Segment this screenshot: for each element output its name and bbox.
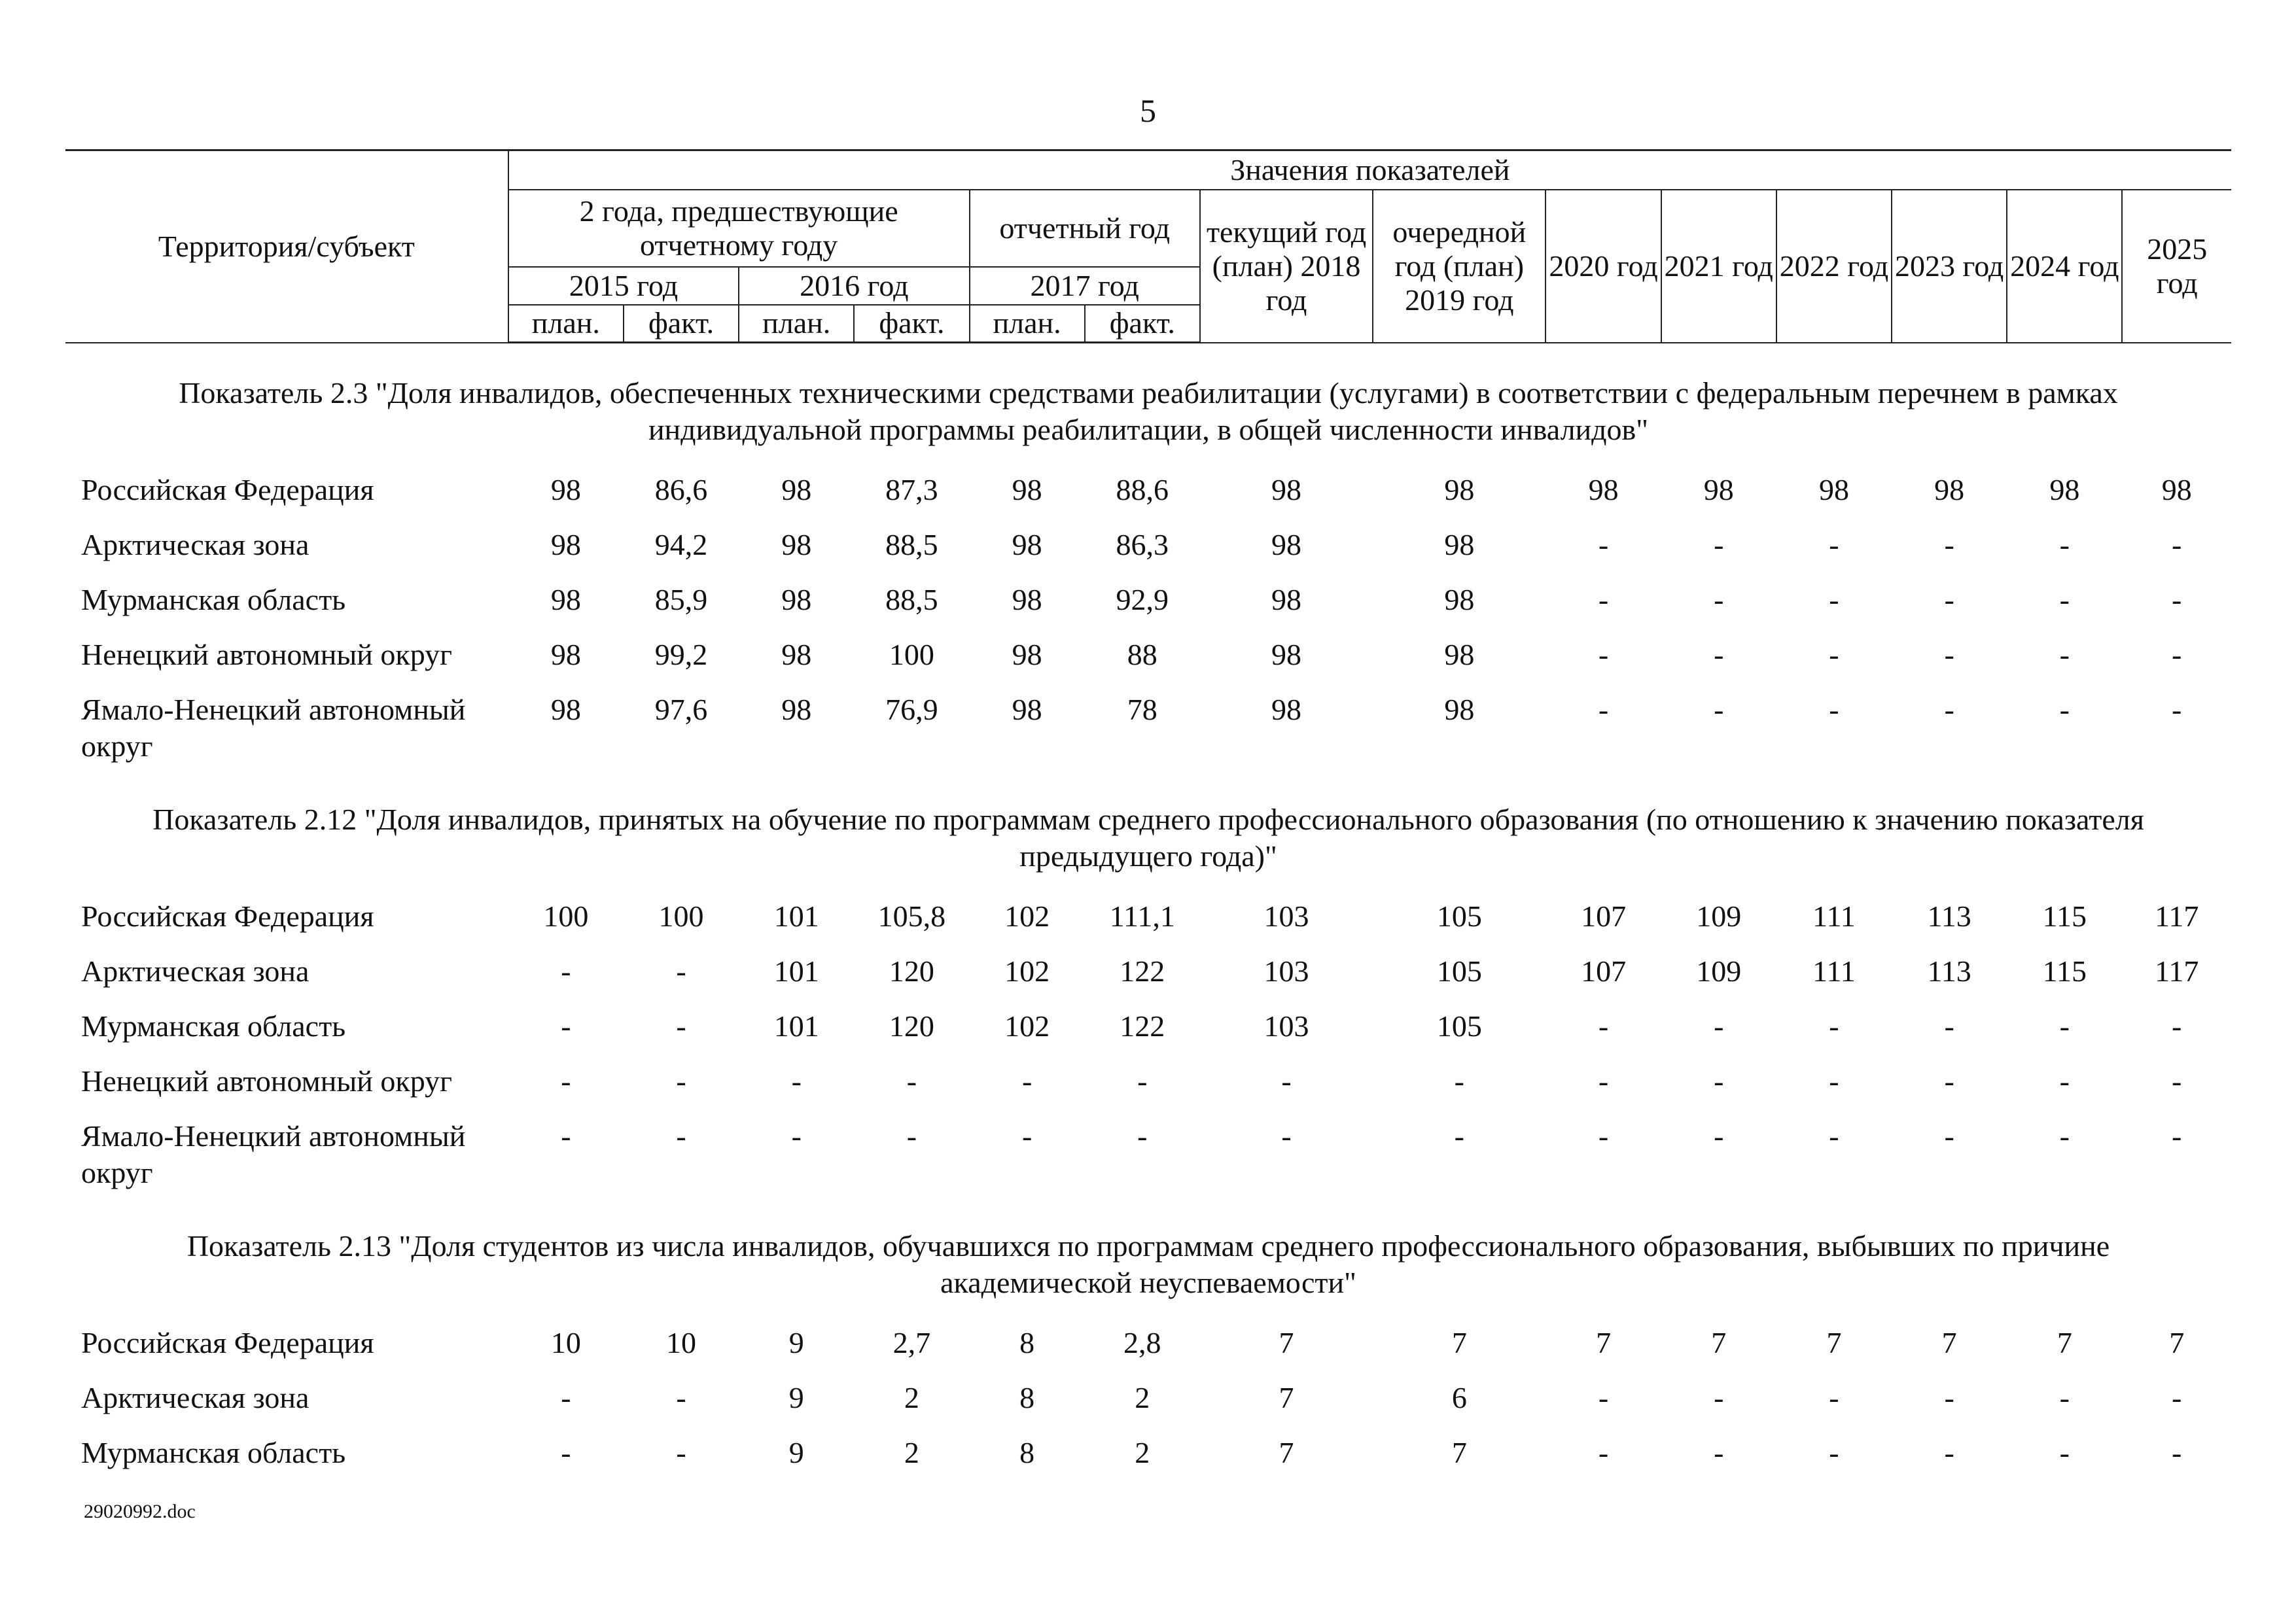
value-cell: - (1714, 638, 1724, 671)
value-cell: 9 (788, 1381, 804, 1414)
value-cell: 88,5 (885, 528, 938, 561)
value-cell: - (2172, 638, 2182, 671)
header-2021: 2021 год (1661, 190, 1776, 343)
value-cell: 98 (1444, 473, 1475, 506)
value-cell: 98 (550, 583, 581, 616)
value-cell: 109 (1696, 899, 1742, 933)
header-values-group: Значения показателей (508, 150, 2231, 190)
value-cell: - (2059, 1119, 2070, 1153)
value-cell: 98 (1012, 638, 1042, 671)
value-cell: 100 (543, 899, 589, 933)
value-cell: 113 (1927, 954, 1971, 988)
value-cell: - (2172, 1064, 2182, 1098)
value-cell: 117 (2155, 899, 2199, 933)
value-cell: 98 (1934, 473, 1965, 506)
value-cell: - (2172, 1009, 2182, 1043)
header-report-year: отчетный год (970, 190, 1200, 267)
table-row (65, 462, 2231, 517)
territory-cell: Арктическая зона (81, 1381, 309, 1414)
value-cell: - (1137, 1119, 1148, 1153)
value-cell: 98 (1271, 528, 1302, 561)
value-cell: 98 (1703, 473, 1734, 506)
table-row (65, 889, 2231, 944)
table-row (65, 1316, 2231, 1370)
value-cell: - (676, 1381, 686, 1414)
value-cell: 7 (1826, 1326, 1842, 1359)
value-cell: 117 (2155, 954, 2199, 988)
value-cell: - (2059, 1436, 2070, 1469)
value-cell: 113 (1927, 899, 1971, 933)
section-row (65, 770, 2231, 889)
table-row (65, 572, 2231, 627)
table-body (65, 343, 2231, 1481)
value-cell: - (1944, 693, 1954, 726)
value-cell: - (1714, 528, 1724, 561)
territory-cell: Мурманская область (81, 583, 346, 616)
territory-cell: Мурманская область (81, 1436, 346, 1469)
header-fact: факт. (624, 305, 739, 343)
value-cell: 7 (1941, 1326, 1957, 1359)
value-cell: - (1598, 583, 1609, 616)
value-cell: 8 (1019, 1326, 1035, 1359)
value-cell: - (676, 1436, 686, 1469)
value-cell: 122 (1120, 1009, 1165, 1043)
value-cell: 8 (1019, 1381, 1035, 1414)
value-cell: 88,6 (1116, 473, 1169, 506)
table-row (65, 1109, 2231, 1196)
header-next-year: очередной год (план) 2019 год (1373, 190, 1545, 343)
value-cell: 102 (1004, 1009, 1050, 1043)
value-cell: 9 (788, 1436, 804, 1469)
indicators-table (65, 149, 2231, 1480)
value-cell: 10 (550, 1326, 581, 1359)
table-row (65, 1054, 2231, 1109)
header-plan: план. (970, 305, 1085, 343)
value-cell: 100 (889, 638, 934, 671)
value-cell: 98 (1444, 693, 1475, 726)
value-cell: - (2059, 638, 2070, 671)
territory-cell: Российская Федерация (81, 473, 374, 506)
value-cell: 115 (2042, 954, 2087, 988)
value-cell: 98 (1444, 583, 1475, 616)
value-cell: 98 (1012, 583, 1042, 616)
table-header (65, 150, 2231, 343)
value-cell: 86,6 (654, 473, 708, 506)
value-cell: 7 (2169, 1326, 2185, 1359)
value-cell: - (676, 954, 686, 988)
value-cell: - (1944, 583, 1954, 616)
header-territory: Территория/субъект (65, 150, 508, 343)
value-cell: - (1829, 528, 1839, 561)
value-cell: 7 (1279, 1436, 1294, 1469)
value-cell: 10 (666, 1326, 697, 1359)
value-cell: - (1829, 1119, 1839, 1153)
table-row (65, 517, 2231, 572)
header-2023: 2023 год (1892, 190, 2007, 343)
value-cell: - (1944, 1436, 1954, 1469)
value-cell: - (2172, 1119, 2182, 1153)
value-cell: 7 (1596, 1326, 1612, 1359)
value-cell: 7 (1279, 1381, 1294, 1414)
header-2015: 2015 год (508, 267, 739, 305)
value-cell: - (1598, 1381, 1609, 1414)
indicator-title: Показатель 2.3 "Доля инвалидов, обеспеченных техническими средствами реабилитации (услугами) в соответствии с федеральным перечнем в рамках индивидуальной программы реабилитации, в общей численности инвалидов" (179, 376, 2118, 446)
value-cell: 111 (1812, 899, 1856, 933)
value-cell: - (561, 1119, 571, 1153)
document-code: 29020992.doc (84, 1501, 196, 1522)
value-cell: 111 (1812, 954, 1856, 988)
value-cell: - (676, 1064, 686, 1098)
value-cell: 7 (2057, 1326, 2072, 1359)
value-cell: - (1714, 1436, 1724, 1469)
table-row (65, 627, 2231, 682)
value-cell: - (1281, 1064, 1292, 1098)
value-cell: 9 (788, 1326, 804, 1359)
value-cell: - (1829, 1436, 1839, 1469)
value-cell: 98 (781, 528, 812, 561)
value-cell: - (906, 1119, 917, 1153)
value-cell: 2 (904, 1436, 919, 1469)
value-cell: 98 (1444, 528, 1475, 561)
value-cell: 98 (1271, 638, 1302, 671)
value-cell: 2 (904, 1381, 919, 1414)
value-cell: 98 (2049, 473, 2080, 506)
value-cell: 94,2 (654, 528, 708, 561)
value-cell: 6 (1451, 1381, 1467, 1414)
value-cell: 98 (550, 693, 581, 726)
value-cell: - (1454, 1119, 1464, 1153)
header-2016: 2016 год (739, 267, 969, 305)
value-cell: 98 (1012, 473, 1042, 506)
value-cell: - (1714, 1064, 1724, 1098)
value-cell: - (1598, 1064, 1609, 1098)
header-2017: 2017 год (970, 267, 1200, 305)
value-cell: - (1021, 1064, 1033, 1098)
value-cell: 8 (1019, 1436, 1035, 1469)
value-cell: 98 (781, 583, 812, 616)
value-cell: 2,7 (892, 1326, 931, 1359)
value-cell: 78 (1127, 693, 1157, 726)
value-cell: - (1829, 693, 1839, 726)
value-cell: - (1944, 638, 1954, 671)
value-cell: - (1598, 1119, 1609, 1153)
value-cell: - (2059, 528, 2070, 561)
section-row (65, 343, 2231, 463)
value-cell: 98 (1588, 473, 1619, 506)
header-plan: план. (508, 305, 624, 343)
value-cell: - (561, 1064, 571, 1098)
value-cell: - (1021, 1119, 1033, 1153)
value-cell: 111,1 (1109, 899, 1175, 933)
indicator-title: Показатель 2.12 "Доля инвалидов, принятых на обучение по программам среднего профессионального образования (по отношению к значению показателя предыдущего года)" (152, 803, 2144, 873)
value-cell: 103 (1263, 1009, 1309, 1043)
value-cell: - (1714, 1381, 1724, 1414)
table-row (65, 1370, 2231, 1425)
value-cell: - (1714, 693, 1724, 726)
value-cell: 98 (781, 638, 812, 671)
page-number: 5 (1140, 92, 1156, 129)
header-prev-years: 2 года, предшествующие отчетному году (508, 190, 970, 267)
value-cell: 86,3 (1116, 528, 1169, 561)
value-cell: 98 (781, 473, 812, 506)
table-row (65, 682, 2231, 770)
value-cell: - (1829, 1009, 1839, 1043)
territory-cell: Ненецкий автономный округ (81, 1064, 452, 1098)
value-cell: 85,9 (654, 583, 708, 616)
value-cell: 103 (1263, 899, 1309, 933)
value-cell: 7 (1451, 1326, 1467, 1359)
value-cell: - (561, 1009, 571, 1043)
value-cell: - (676, 1119, 686, 1153)
value-cell: 100 (658, 899, 704, 933)
value-cell: - (1598, 638, 1609, 671)
value-cell: - (1598, 1009, 1609, 1043)
header-2020: 2020 год (1545, 190, 1661, 343)
value-cell: 105 (1436, 899, 1482, 933)
header-fact: факт. (854, 305, 969, 343)
value-cell: - (2172, 1381, 2182, 1414)
value-cell: 2 (1135, 1436, 1150, 1469)
territory-cell: Арктическая зона (81, 954, 309, 988)
value-cell: 97,6 (654, 693, 708, 726)
value-cell: - (1454, 1064, 1464, 1098)
value-cell: - (1137, 1064, 1148, 1098)
territory-cell: Ямало-Ненецкий автономный округ (81, 1119, 466, 1189)
value-cell: 105,8 (877, 899, 946, 933)
value-cell: 98 (2161, 473, 2192, 506)
value-cell: - (561, 954, 571, 988)
value-cell: 98 (1012, 693, 1042, 726)
table-row (65, 999, 2231, 1054)
value-cell: 105 (1436, 1009, 1482, 1043)
value-cell: - (2059, 1009, 2070, 1043)
value-cell: 98 (1012, 528, 1042, 561)
value-cell: - (1598, 528, 1609, 561)
value-cell: - (1714, 1119, 1724, 1153)
value-cell: - (1598, 1436, 1609, 1469)
value-cell: - (1281, 1119, 1292, 1153)
value-cell: - (1829, 1381, 1839, 1414)
value-cell: - (561, 1381, 571, 1414)
header-2024: 2024 год (2007, 190, 2122, 343)
value-cell: 7 (1451, 1436, 1467, 1469)
value-cell: - (2172, 1436, 2182, 1469)
value-cell: - (2172, 693, 2182, 726)
value-cell: - (906, 1064, 917, 1098)
value-cell: 120 (889, 954, 934, 988)
value-cell: - (2059, 1064, 2070, 1098)
table-row (65, 1425, 2231, 1480)
value-cell: - (1944, 1119, 1954, 1153)
value-cell: - (1829, 1064, 1839, 1098)
value-cell: - (676, 1009, 686, 1043)
value-cell: 2 (1135, 1381, 1150, 1414)
value-cell: 122 (1120, 954, 1165, 988)
value-cell: - (561, 1436, 571, 1469)
value-cell: - (1829, 638, 1839, 671)
value-cell: 109 (1696, 954, 1742, 988)
value-cell: 88 (1127, 638, 1157, 671)
value-cell: 103 (1263, 954, 1309, 988)
value-cell: 101 (773, 899, 819, 933)
value-cell: - (2059, 1381, 2070, 1414)
value-cell: 98 (1818, 473, 1849, 506)
value-cell: - (2059, 583, 2070, 616)
indicator-title: Показатель 2.13 "Доля студентов из числа инвалидов, обучавшихся по программам среднего профессионального образования, выбывших по причине академической неуспеваемости" (186, 1229, 2110, 1299)
value-cell: 98 (550, 638, 581, 671)
header-2022: 2022 год (1776, 190, 1892, 343)
header-plan: план. (739, 305, 854, 343)
value-cell: - (1714, 583, 1724, 616)
value-cell: - (2172, 583, 2182, 616)
value-cell: - (1944, 528, 1954, 561)
value-cell: 99,2 (654, 638, 708, 671)
header-fact: факт. (1085, 305, 1200, 343)
value-cell: 102 (1004, 954, 1050, 988)
header-2025: 2025 год (2122, 190, 2231, 343)
value-cell: 98 (550, 528, 581, 561)
value-cell: 101 (773, 954, 819, 988)
value-cell: - (1944, 1381, 1954, 1414)
value-cell: 7 (1711, 1326, 1727, 1359)
value-cell: 98 (1444, 638, 1475, 671)
territory-cell: Ненецкий автономный округ (81, 638, 452, 671)
territory-cell: Российская Федерация (81, 1326, 374, 1359)
value-cell: 107 (1581, 954, 1627, 988)
value-cell: 2,8 (1123, 1326, 1161, 1359)
value-cell: - (1598, 693, 1609, 726)
territory-cell: Арктическая зона (81, 528, 309, 561)
value-cell: 92,9 (1116, 583, 1169, 616)
value-cell: 107 (1581, 899, 1627, 933)
value-cell: - (1714, 1009, 1724, 1043)
territory-cell: Российская Федерация (81, 899, 374, 933)
value-cell: - (791, 1119, 802, 1153)
value-cell: 76,9 (885, 693, 938, 726)
value-cell: - (1944, 1064, 1954, 1098)
value-cell: - (791, 1064, 802, 1098)
value-cell: 102 (1004, 899, 1050, 933)
value-cell: 98 (1271, 473, 1302, 506)
value-cell: - (2172, 528, 2182, 561)
territory-cell: Мурманская область (81, 1009, 346, 1043)
value-cell: 120 (889, 1009, 934, 1043)
section-row (65, 1196, 2231, 1316)
value-cell: 7 (1279, 1326, 1294, 1359)
value-cell: 88,5 (885, 583, 938, 616)
value-cell: - (1829, 583, 1839, 616)
value-cell: 98 (781, 693, 812, 726)
value-cell: - (1944, 1009, 1954, 1043)
table-row (65, 944, 2231, 999)
value-cell: 115 (2042, 899, 2087, 933)
value-cell: - (2059, 693, 2070, 726)
value-cell: 98 (1271, 693, 1302, 726)
value-cell: 98 (550, 473, 581, 506)
value-cell: 105 (1436, 954, 1482, 988)
value-cell: 87,3 (885, 473, 938, 506)
value-cell: 98 (1271, 583, 1302, 616)
territory-cell: Ямало-Ненецкий автономный округ (81, 693, 466, 763)
header-current-year: текущий год (план) 2018 год (1200, 190, 1373, 343)
value-cell: 101 (773, 1009, 819, 1043)
